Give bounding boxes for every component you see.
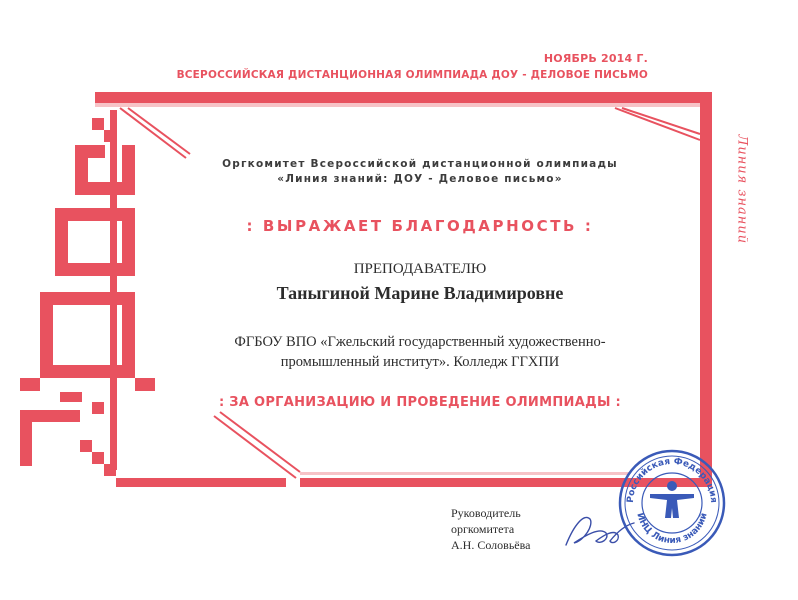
seal-bottom-text: ИНЦ Линия знаний bbox=[634, 511, 710, 547]
signatory-title-line-1: Руководитель bbox=[451, 506, 521, 520]
signatory-name: А.Н. Соловьёва bbox=[451, 538, 531, 552]
organizer-line-2: «Линия знаний: ДОУ - Деловое письмо» bbox=[277, 173, 563, 185]
frame-right-band bbox=[700, 92, 712, 487]
frame-top-band bbox=[95, 92, 707, 107]
signatory-block bbox=[451, 505, 530, 553]
certificate-date: НОЯБРЬ 2014 Г. bbox=[543, 52, 648, 65]
institution-line-2: промышленный институт». Колледж ГГХПИ bbox=[280, 354, 560, 370]
seal-figure-icon bbox=[650, 481, 694, 518]
brand-vertical-label: Линия знаний bbox=[734, 134, 750, 245]
olympiad-title: ВСЕРОССИЙСКАЯ ДИСТАНЦИОННАЯ ОЛИМПИАДА ДОУ - ДЕЛОВОЕ ПИСЬМО bbox=[176, 69, 648, 81]
recipient-name: Таныгиной Марине Владимировне bbox=[276, 283, 564, 303]
signatory-title-line-2: оргкомитета bbox=[451, 522, 515, 536]
official-seal bbox=[617, 448, 727, 558]
institution-line-1: ФГБОУ ВПО «Гжельский государственный художественно- bbox=[234, 334, 606, 350]
reason-heading: : ЗА ОРГАНИЗАЦИЮ И ПРОВЕДЕНИЕ ОЛИМПИАДЫ : bbox=[218, 395, 622, 410]
organizer-block bbox=[160, 157, 680, 187]
recipient-role: ПРЕПОДАВАТЕЛЮ bbox=[353, 261, 487, 277]
institution-block bbox=[160, 332, 680, 372]
frame-left-band bbox=[110, 110, 117, 470]
seal-top-text: Российская Федерация bbox=[625, 456, 719, 504]
thanks-heading: : ВЫРАЖАЕТ БЛАГОДАРНОСТЬ : bbox=[246, 217, 594, 235]
organizer-line-1: Оргкомитет Всероссийской дистанционной олимпиады bbox=[222, 158, 618, 170]
